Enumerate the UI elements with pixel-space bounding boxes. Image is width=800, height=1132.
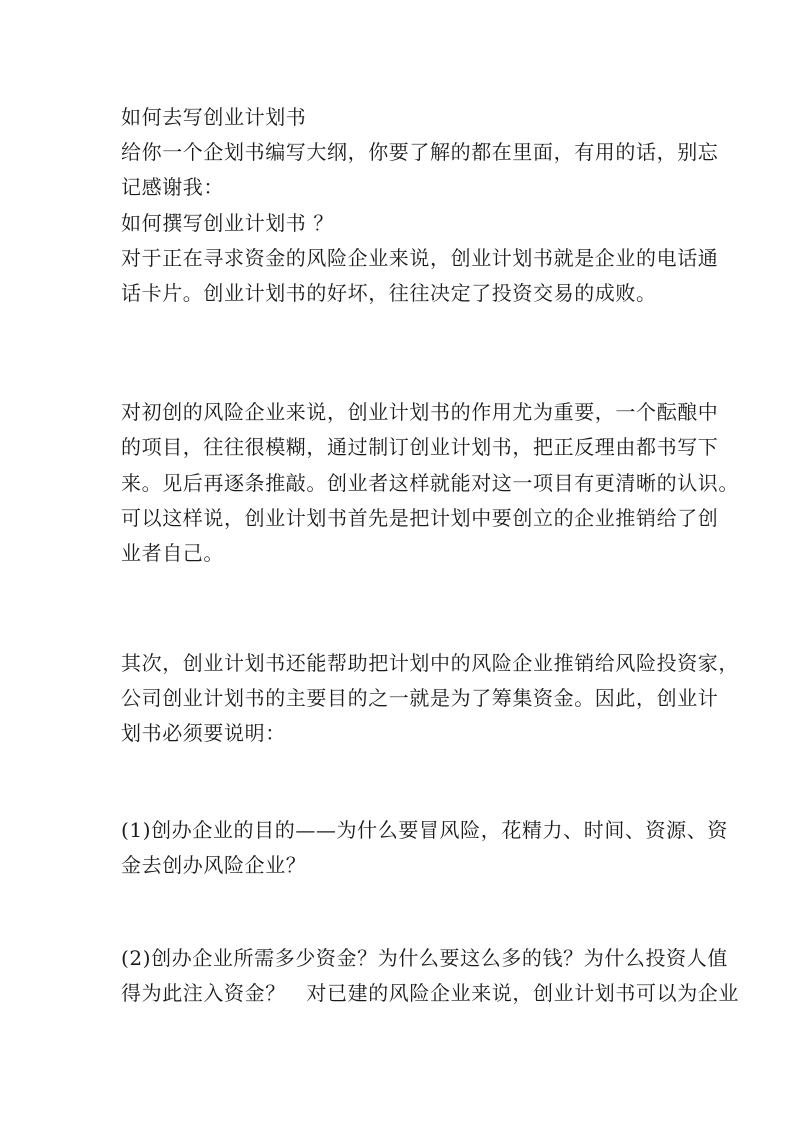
paragraph-line: 话卡片。创业计划书的好坏，往往决定了投资交易的成败。: [121, 281, 657, 305]
paragraph-line: 的项目，往往很模糊，通过制订创业计划书，把正反理由都书写下: [121, 435, 719, 459]
paragraph-line: 划书必须要说明：: [121, 721, 286, 745]
paragraph-line: 其次，创业计划书还能帮助把计划中的风险企业推销给风险投资家，: [121, 651, 739, 675]
paragraph-line: 业者自己。: [121, 541, 224, 565]
list-item-line: 得为此注入资金？ 对已建的风险企业来说，创业计划书可以为企业: [121, 981, 739, 1005]
paragraph-line: 对初创的风险企业来说，创业计划书的作用尤为重要，一个酝酿中: [121, 400, 719, 424]
paragraph-line: 来。见后再逐条推敲。创业者这样就能对这一项目有更清晰的认识。: [121, 471, 739, 495]
section-heading: 如何撰写创业计划书 ？: [121, 211, 334, 235]
intro-line: 记感谢我：: [121, 175, 224, 199]
paragraph-line: 可以这样说，创业计划书首先是把计划中要创立的企业推销给了创: [121, 506, 719, 530]
list-item-line: (2)创办企业所需多少资金？为什么要这么多的钱？为什么投资人值: [121, 946, 728, 970]
list-item-line: (1)创办企业的目的——为什么要冒风险，花精力、时间、资源、资: [121, 818, 728, 842]
intro-line: 给你一个企划书编写大纲，你要了解的都在里面，有用的话，别忘: [121, 140, 719, 164]
list-item-line: 金去创办风险企业？: [121, 853, 307, 877]
document-title: 如何去写创业计划书: [121, 105, 307, 129]
paragraph-line: 公司创业计划书的主要目的之一就是为了筹集资金。因此，创业计: [121, 686, 719, 710]
paragraph-line: 对于正在寻求资金的风险企业来说，创业计划书就是企业的电话通: [121, 246, 719, 270]
